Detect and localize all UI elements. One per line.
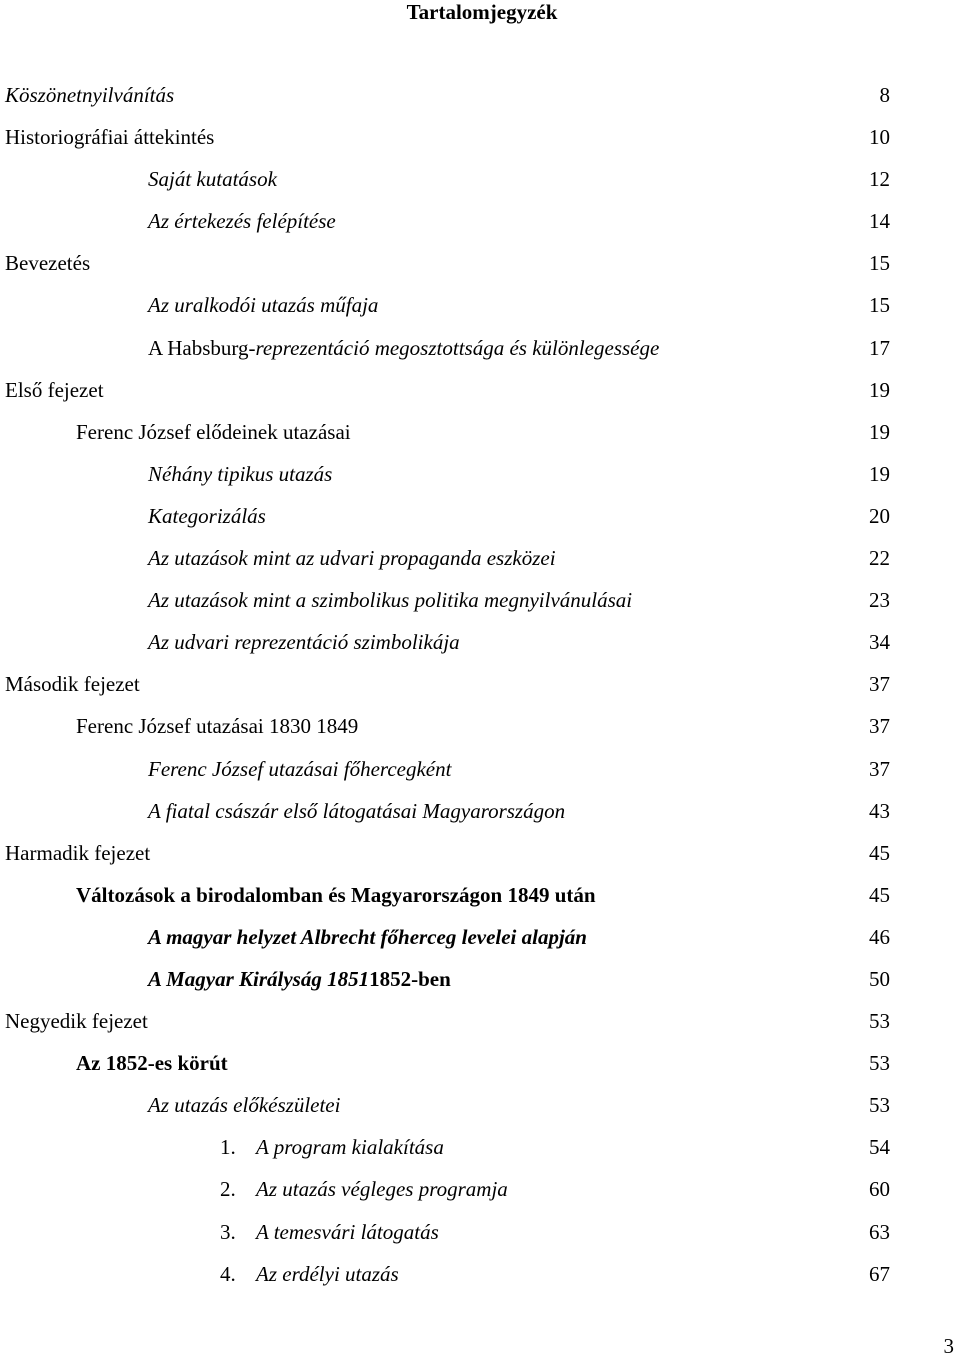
toc-entry: [0, 1050, 960, 1092]
toc-entry: [0, 840, 960, 882]
toc-entry-page: 53: [869, 1009, 890, 1034]
table-of-contents: [0, 82, 960, 1303]
toc-entry: [0, 1219, 960, 1261]
toc-entry-title-part: A Habsburg-: [148, 335, 256, 360]
toc-entry-number: 4.: [220, 1261, 236, 1286]
toc-entry: [0, 545, 960, 587]
toc-entry-page: 23: [869, 588, 890, 613]
toc-entry: [0, 756, 960, 798]
toc-entry-title: Az udvari reprezentáció szimbolikája: [148, 630, 460, 655]
toc-entry-number: 1.: [220, 1135, 236, 1160]
toc-entry: [0, 335, 960, 377]
toc-entry-page: 53: [869, 1093, 890, 1118]
toc-entry-title: Harmadik fejezet: [5, 840, 151, 865]
toc-entry-page: 63: [869, 1219, 890, 1244]
toc-entry-page: 12: [869, 167, 890, 192]
toc-entry-title: Kategorizálás: [148, 503, 266, 528]
toc-entry-page: 60: [869, 1177, 890, 1202]
toc-entry-title-part: 1852-ben: [369, 966, 451, 991]
toc-entry: [0, 629, 960, 671]
toc-entry-page: 15: [869, 293, 890, 318]
toc-entry: [0, 1261, 960, 1303]
toc-entry: [0, 1008, 960, 1050]
toc-entry-page: 54: [869, 1135, 890, 1160]
toc-entry: [0, 1176, 960, 1218]
toc-entry: [0, 882, 960, 924]
toc-entry-title: Ferenc József utazásai főhercegként: [148, 756, 452, 781]
toc-entry: [0, 82, 960, 124]
toc-entry-title: Az utazások mint a szimbolikus politika megnyilvánulásai: [148, 588, 633, 613]
toc-entry-title: Második fejezet: [5, 672, 140, 697]
toc-entry-page: 37: [869, 714, 890, 739]
toc-entry-page: 46: [869, 924, 890, 949]
toc-entry-title: Az utazások mint az udvari propaganda eszközei: [148, 546, 556, 571]
toc-entry-title: Ferenc József utazásai 1830 1849: [76, 714, 359, 739]
toc-entry: [0, 419, 960, 461]
toc-entry: [0, 377, 960, 419]
toc-entry: [0, 798, 960, 840]
toc-entry-page: 19: [869, 377, 890, 402]
toc-entry-title: [148, 335, 659, 361]
toc-entry-title: Az utazás előkészületei: [148, 1093, 341, 1118]
toc-entry-title: Változások a birodalomban és Magyarországon 1849 után: [76, 882, 596, 907]
toc-entry: [0, 924, 960, 966]
toc-entry-number: 2.: [220, 1177, 236, 1202]
toc-entry-page: 53: [869, 1051, 890, 1076]
toc-entry-page: 22: [869, 546, 890, 571]
toc-entry-title: A magyar helyzet Albrecht főherceg levelei alapján: [148, 924, 587, 949]
toc-entry-title: Negyedik fejezet: [5, 1009, 148, 1034]
toc-entry-title-part: A Magyar Királyság 1851: [148, 966, 370, 991]
toc-entry-title: [148, 966, 451, 992]
toc-entry-title-part: reprezentáció megosztottsága és különlegessége: [255, 335, 660, 360]
toc-entry-page: 20: [869, 503, 890, 528]
toc-entry: [0, 124, 960, 166]
toc-entry-title: Első fejezet: [5, 377, 104, 402]
toc-entry-title: Az értekezés felépítése: [148, 209, 336, 234]
toc-entry-page: 15: [869, 251, 890, 276]
toc-entry-title: A fiatal császár első látogatásai Magyarországon: [148, 798, 566, 823]
toc-entry-number: 3.: [220, 1219, 236, 1244]
toc-entry-title: A temesvári látogatás: [256, 1219, 439, 1244]
toc-entry: [0, 587, 960, 629]
toc-entry-title: Az erdélyi utazás: [256, 1261, 399, 1286]
toc-entry-page: 37: [869, 672, 890, 697]
toc-entry-page: 37: [869, 756, 890, 781]
toc-entry: [0, 461, 960, 503]
toc-entry-page: 8: [879, 83, 890, 107]
toc-entry: [0, 292, 960, 334]
toc-entry-page: 50: [869, 966, 890, 991]
toc-entry-page: 17: [869, 335, 890, 360]
toc-entry-title: Az utazás végleges programja: [256, 1177, 508, 1202]
toc-entry: [0, 503, 960, 545]
toc-entry-page: 14: [869, 209, 890, 234]
toc-entry: [0, 966, 960, 1008]
toc-entry: [0, 671, 960, 713]
toc-entry: [0, 1092, 960, 1134]
toc-entry-page: 19: [869, 419, 890, 444]
toc-entry: [0, 713, 960, 755]
toc-entry: [0, 166, 960, 208]
toc-entry-title: Historiográfiai áttekintés: [5, 125, 215, 150]
page-title: Tartalomjegyzék: [406, 0, 558, 24]
toc-entry-page: 45: [869, 882, 890, 907]
toc-entry-page: 19: [869, 461, 890, 486]
toc-entry-title: Saját kutatások: [148, 167, 277, 192]
toc-entry-title: Az 1852-es körút: [76, 1051, 228, 1076]
toc-entry-title: Köszönetnyilvánítás: [5, 83, 175, 107]
toc-entry: [0, 250, 960, 292]
toc-entry-title: A program kialakítása: [256, 1135, 444, 1160]
toc-entry: [0, 1134, 960, 1176]
toc-entry-page: 10: [869, 125, 890, 150]
page-number: 3: [943, 1334, 954, 1358]
toc-entry: [0, 208, 960, 250]
toc-entry-page: 43: [869, 798, 890, 823]
toc-entry-page: 67: [869, 1261, 890, 1286]
toc-entry-title: Néhány tipikus utazás: [148, 461, 333, 486]
toc-entry-page: 45: [869, 840, 890, 865]
toc-entry-page: 34: [869, 630, 890, 655]
toc-entry-title: Bevezetés: [5, 251, 91, 276]
toc-entry-title: Az uralkodói utazás műfaja: [148, 293, 379, 318]
toc-entry-title: Ferenc József elődeinek utazásai: [76, 419, 351, 444]
